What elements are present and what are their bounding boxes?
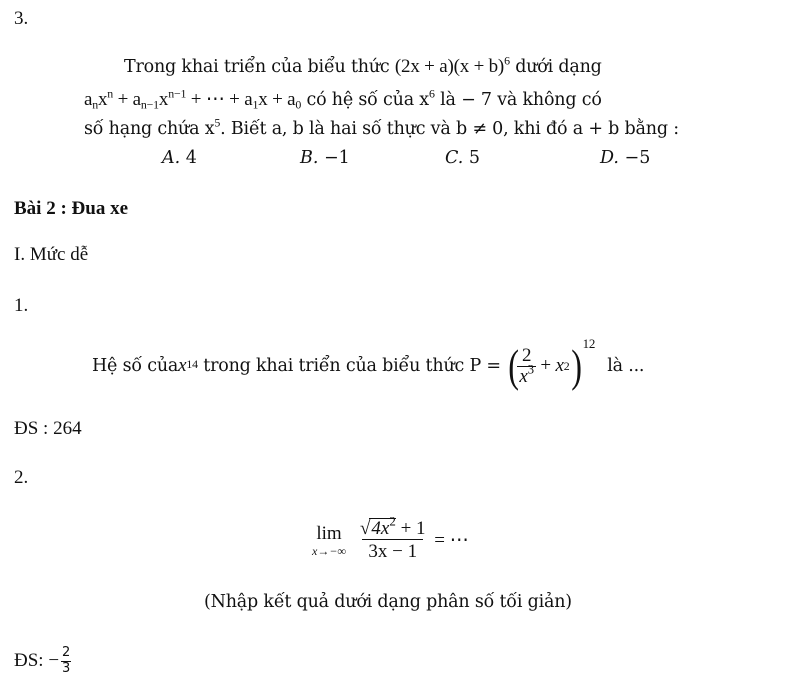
problem-1-number: 1. <box>14 295 29 316</box>
math-term: x <box>158 89 169 110</box>
sqrt-body: 4x <box>371 518 390 540</box>
lim-subscript: x→−∞ <box>312 543 346 558</box>
problem-3-text: . Biết a, b là hai số thực và b ≠ 0, khi đó a + b bằng : <box>220 119 679 139</box>
problem-3-expression: (2x + a)(x + b) <box>394 56 505 77</box>
problem-1-statement: Hệ số của x $^{14}$ trong khai triển của biểu thức P = ( $\frac{2}{x^3}$ + x 2 ) 12 là ... <box>92 336 645 391</box>
option-letter: C. <box>445 148 464 168</box>
input-instruction: (Nhập kết quả dưới dạng phân số tối giản) <box>204 592 572 612</box>
sqrt-icon: √ <box>359 518 371 540</box>
superscript: n−1 <box>168 86 187 101</box>
equals-ellipsis: = ⋯ <box>429 529 469 551</box>
option-letter: D. <box>600 148 619 168</box>
problem-1-text: là ... <box>607 356 645 376</box>
fraction-numerator: 2 <box>62 645 71 660</box>
superscript: n <box>107 86 114 101</box>
fraction-denominator: 3 <box>62 660 71 676</box>
fraction-numerator <box>356 513 430 540</box>
level-heading: I. Mức dễ <box>14 244 89 265</box>
subscript: 0 <box>295 97 302 112</box>
option-b[interactable] <box>300 148 350 168</box>
left-paren: ( <box>508 340 520 391</box>
fraction-denominator: x <box>519 365 528 387</box>
superscript: 2 <box>389 513 396 529</box>
lim-word: lim <box>316 522 342 544</box>
math-term: x <box>97 89 108 110</box>
math-variable: x <box>178 355 187 376</box>
problem-3-text: có hệ số của x <box>301 90 429 110</box>
option-c[interactable] <box>445 148 480 168</box>
problem-3-text: số hạng chứa x <box>84 119 215 139</box>
limit-operator <box>312 524 346 557</box>
option-value: 4 <box>180 148 197 168</box>
option-value: 5 <box>463 148 481 168</box>
exponent: 6 <box>504 53 510 68</box>
option-letter: A. <box>162 148 181 168</box>
problem-2-answer <box>14 646 71 677</box>
option-a[interactable] <box>162 148 197 168</box>
limit-fraction <box>356 513 430 562</box>
fraction <box>517 346 536 387</box>
outer-exponent: 12 <box>582 336 596 351</box>
problem-3-line-2 <box>84 88 602 111</box>
problem-3-line-1 <box>124 53 602 78</box>
superscript: 3 <box>527 361 534 377</box>
problem-3-text: Trong khai triển của biểu thức <box>124 57 395 77</box>
math-variable: x <box>555 355 564 376</box>
answer-options <box>0 148 800 174</box>
math-term: + a <box>113 89 141 110</box>
section-title: Bài 2 : Đua xe <box>14 198 128 219</box>
option-value: −1 <box>318 148 350 168</box>
right-paren: ) <box>571 340 583 391</box>
problem-1-text: Hệ số của <box>92 356 179 376</box>
answer-fraction <box>61 646 71 677</box>
problem-3-number: 3. <box>14 8 29 29</box>
math-term: x + a <box>258 89 296 110</box>
superscript: 5 <box>214 115 221 130</box>
option-value: −5 <box>618 148 651 168</box>
numerator-tail: + 1 <box>395 518 426 540</box>
problem-3-line-3 <box>84 115 679 139</box>
limit-expression <box>312 508 469 572</box>
math-term: a <box>84 89 93 110</box>
problem-3-text: dưới dạng <box>509 57 602 77</box>
answer-prefix: ĐS: − <box>14 650 60 672</box>
subscript: n−1 <box>140 97 159 112</box>
problem-3-text: là − 7 và không có <box>434 90 602 110</box>
option-letter: B. <box>300 148 319 168</box>
math-term: + ⋯ + a <box>186 89 253 110</box>
fraction-numerator: 2 <box>521 344 532 366</box>
problem-1-answer: ĐS : 264 <box>14 418 82 439</box>
option-d[interactable] <box>600 148 650 168</box>
problem-1-text: trong khai triển của biểu thức P = <box>197 356 507 376</box>
fraction-denominator: 3x − 1 <box>362 539 423 562</box>
subscript: 1 <box>252 97 259 112</box>
subscript: n <box>92 97 98 112</box>
superscript: 6 <box>428 86 435 101</box>
problem-2-number: 2. <box>14 467 29 488</box>
math-operator: + <box>535 355 556 376</box>
